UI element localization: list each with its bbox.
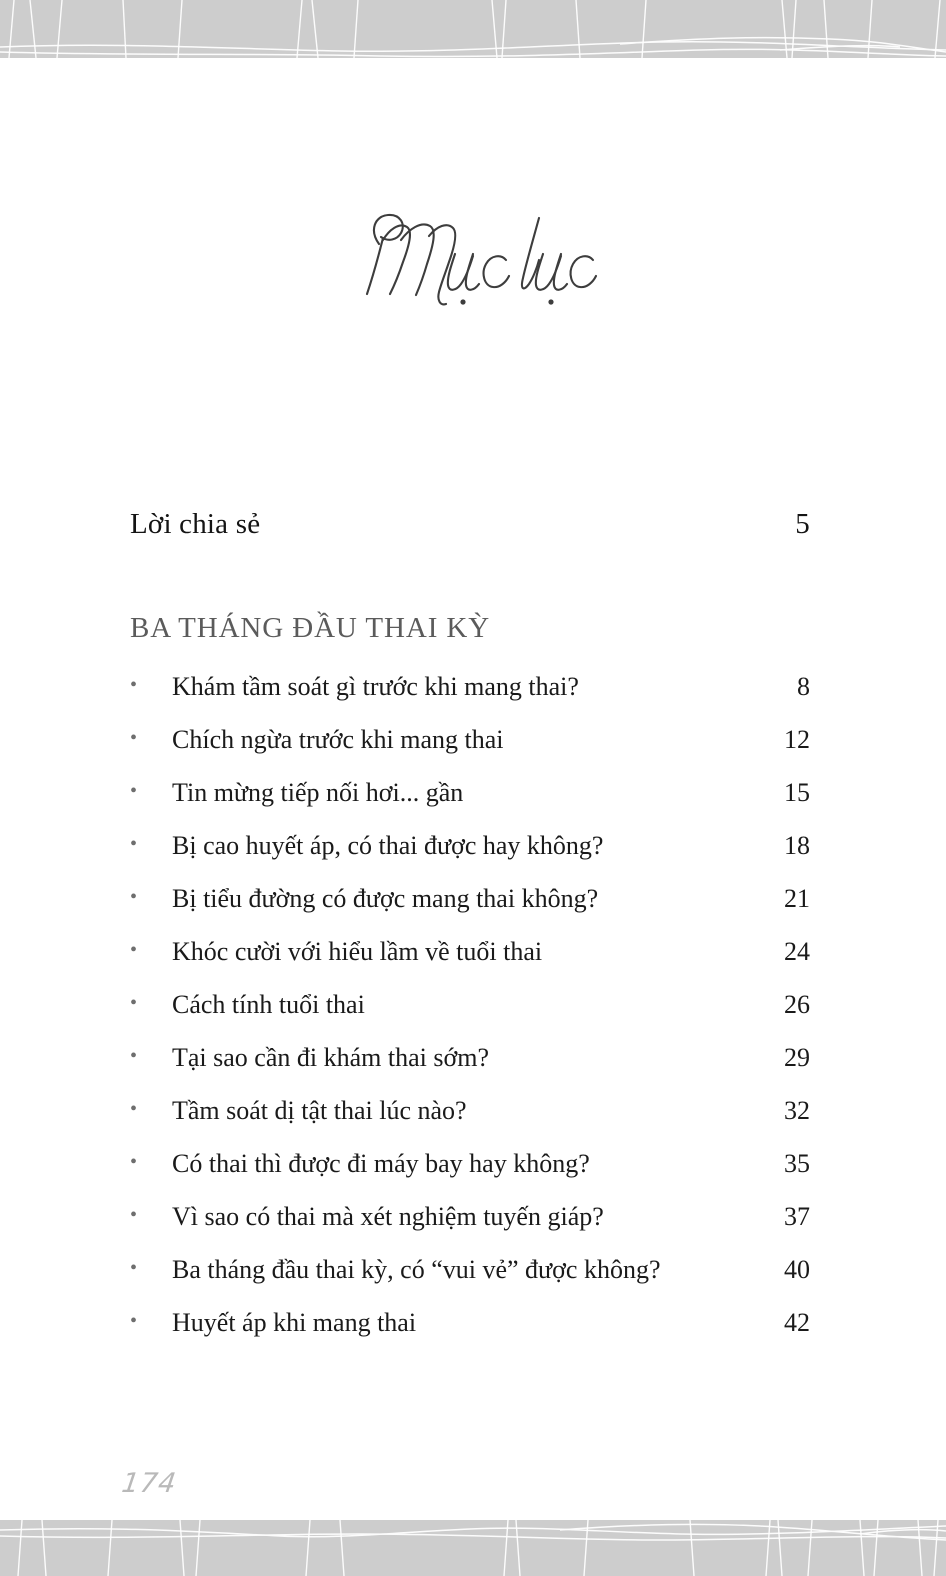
toc-item[interactable] — [130, 672, 810, 702]
toc-item-page: 24 — [784, 937, 810, 966]
toc-item[interactable] — [130, 1149, 810, 1179]
toc-item[interactable] — [130, 831, 810, 861]
bullet-icon: • — [130, 780, 138, 802]
toc-item-label: Ba tháng đầu thai kỳ, có “vui vẻ” được không? — [172, 1255, 661, 1284]
toc-item-label: Chích ngừa trước khi mang thai — [172, 725, 504, 754]
bullet-icon: • — [130, 833, 138, 855]
bullet-icon: • — [130, 1310, 138, 1332]
toc-item[interactable] — [130, 1308, 810, 1338]
toc-item[interactable] — [130, 884, 810, 914]
page-title-wrapper — [0, 196, 946, 321]
bullet-icon: • — [130, 939, 138, 961]
toc-item-label: Cách tính tuổi thai — [172, 990, 365, 1019]
toc-item-page: 26 — [784, 990, 810, 1019]
toc-item-page: 21 — [784, 884, 810, 913]
bullet-icon: • — [130, 1204, 138, 1226]
toc-item-label: Vì sao có thai mà xét nghiệm tuyến giáp? — [172, 1202, 604, 1231]
toc-entry-top[interactable] — [130, 508, 810, 541]
toc-item[interactable] — [130, 1255, 810, 1285]
toc-item[interactable] — [130, 725, 810, 755]
toc-item-page: 18 — [784, 831, 810, 860]
toc-item-label: Khám tầm soát gì trước khi mang thai? — [172, 672, 579, 701]
toc-entry-label: Lời chia sẻ — [130, 508, 261, 540]
toc-item-label: Khóc cười với hiểu lầm về tuổi thai — [172, 937, 543, 966]
toc-item-page: 42 — [784, 1308, 810, 1337]
toc-item[interactable] — [130, 1043, 810, 1073]
toc-item[interactable] — [130, 990, 810, 1020]
toc-item-label: Bị cao huyết áp, có thai được hay không? — [172, 831, 604, 860]
toc-item-page: 8 — [797, 672, 810, 701]
toc-item-page: 40 — [784, 1255, 810, 1284]
toc-item[interactable] — [130, 1202, 810, 1232]
bullet-icon: • — [130, 1151, 138, 1173]
bullet-icon: • — [130, 1257, 138, 1279]
bullet-icon: • — [130, 1045, 138, 1067]
toc-item-page: 12 — [784, 725, 810, 754]
folio-page-number: 174 — [119, 1468, 179, 1499]
toc-item-label: Bị tiểu đường có được mang thai không? — [172, 884, 599, 913]
toc-item-page: 15 — [784, 778, 810, 807]
page-title — [343, 196, 603, 316]
toc-section-heading: BA THÁNG ĐẦU THAI KỲ — [130, 612, 491, 644]
toc-item-label: Có thai thì được đi máy bay hay không? — [172, 1149, 590, 1178]
toc-item-page: 32 — [784, 1096, 810, 1125]
toc-item-label: Tại sao cần đi khám thai sớm? — [172, 1043, 489, 1072]
toc-item[interactable] — [130, 1096, 810, 1126]
toc-item[interactable] — [130, 778, 810, 808]
toc-item-page: 37 — [784, 1202, 810, 1231]
bullet-icon: • — [130, 992, 138, 1014]
toc-item-page: 29 — [784, 1043, 810, 1072]
toc-entry-page: 5 — [795, 508, 810, 540]
bullet-icon: • — [130, 674, 138, 696]
toc-item-label: Tầm soát dị tật thai lúc nào? — [172, 1096, 467, 1125]
decorative-band-top — [0, 0, 946, 58]
toc-item-label: Huyết áp khi mang thai — [172, 1308, 417, 1337]
bullet-icon: • — [130, 727, 138, 749]
toc-item-page: 35 — [784, 1149, 810, 1178]
decorative-band-bottom — [0, 1520, 946, 1576]
toc-item-label: Tin mừng tiếp nối hơi... gần — [172, 778, 464, 807]
bullet-icon: • — [130, 1098, 138, 1120]
toc-item[interactable] — [130, 937, 810, 967]
bullet-icon: • — [130, 886, 138, 908]
